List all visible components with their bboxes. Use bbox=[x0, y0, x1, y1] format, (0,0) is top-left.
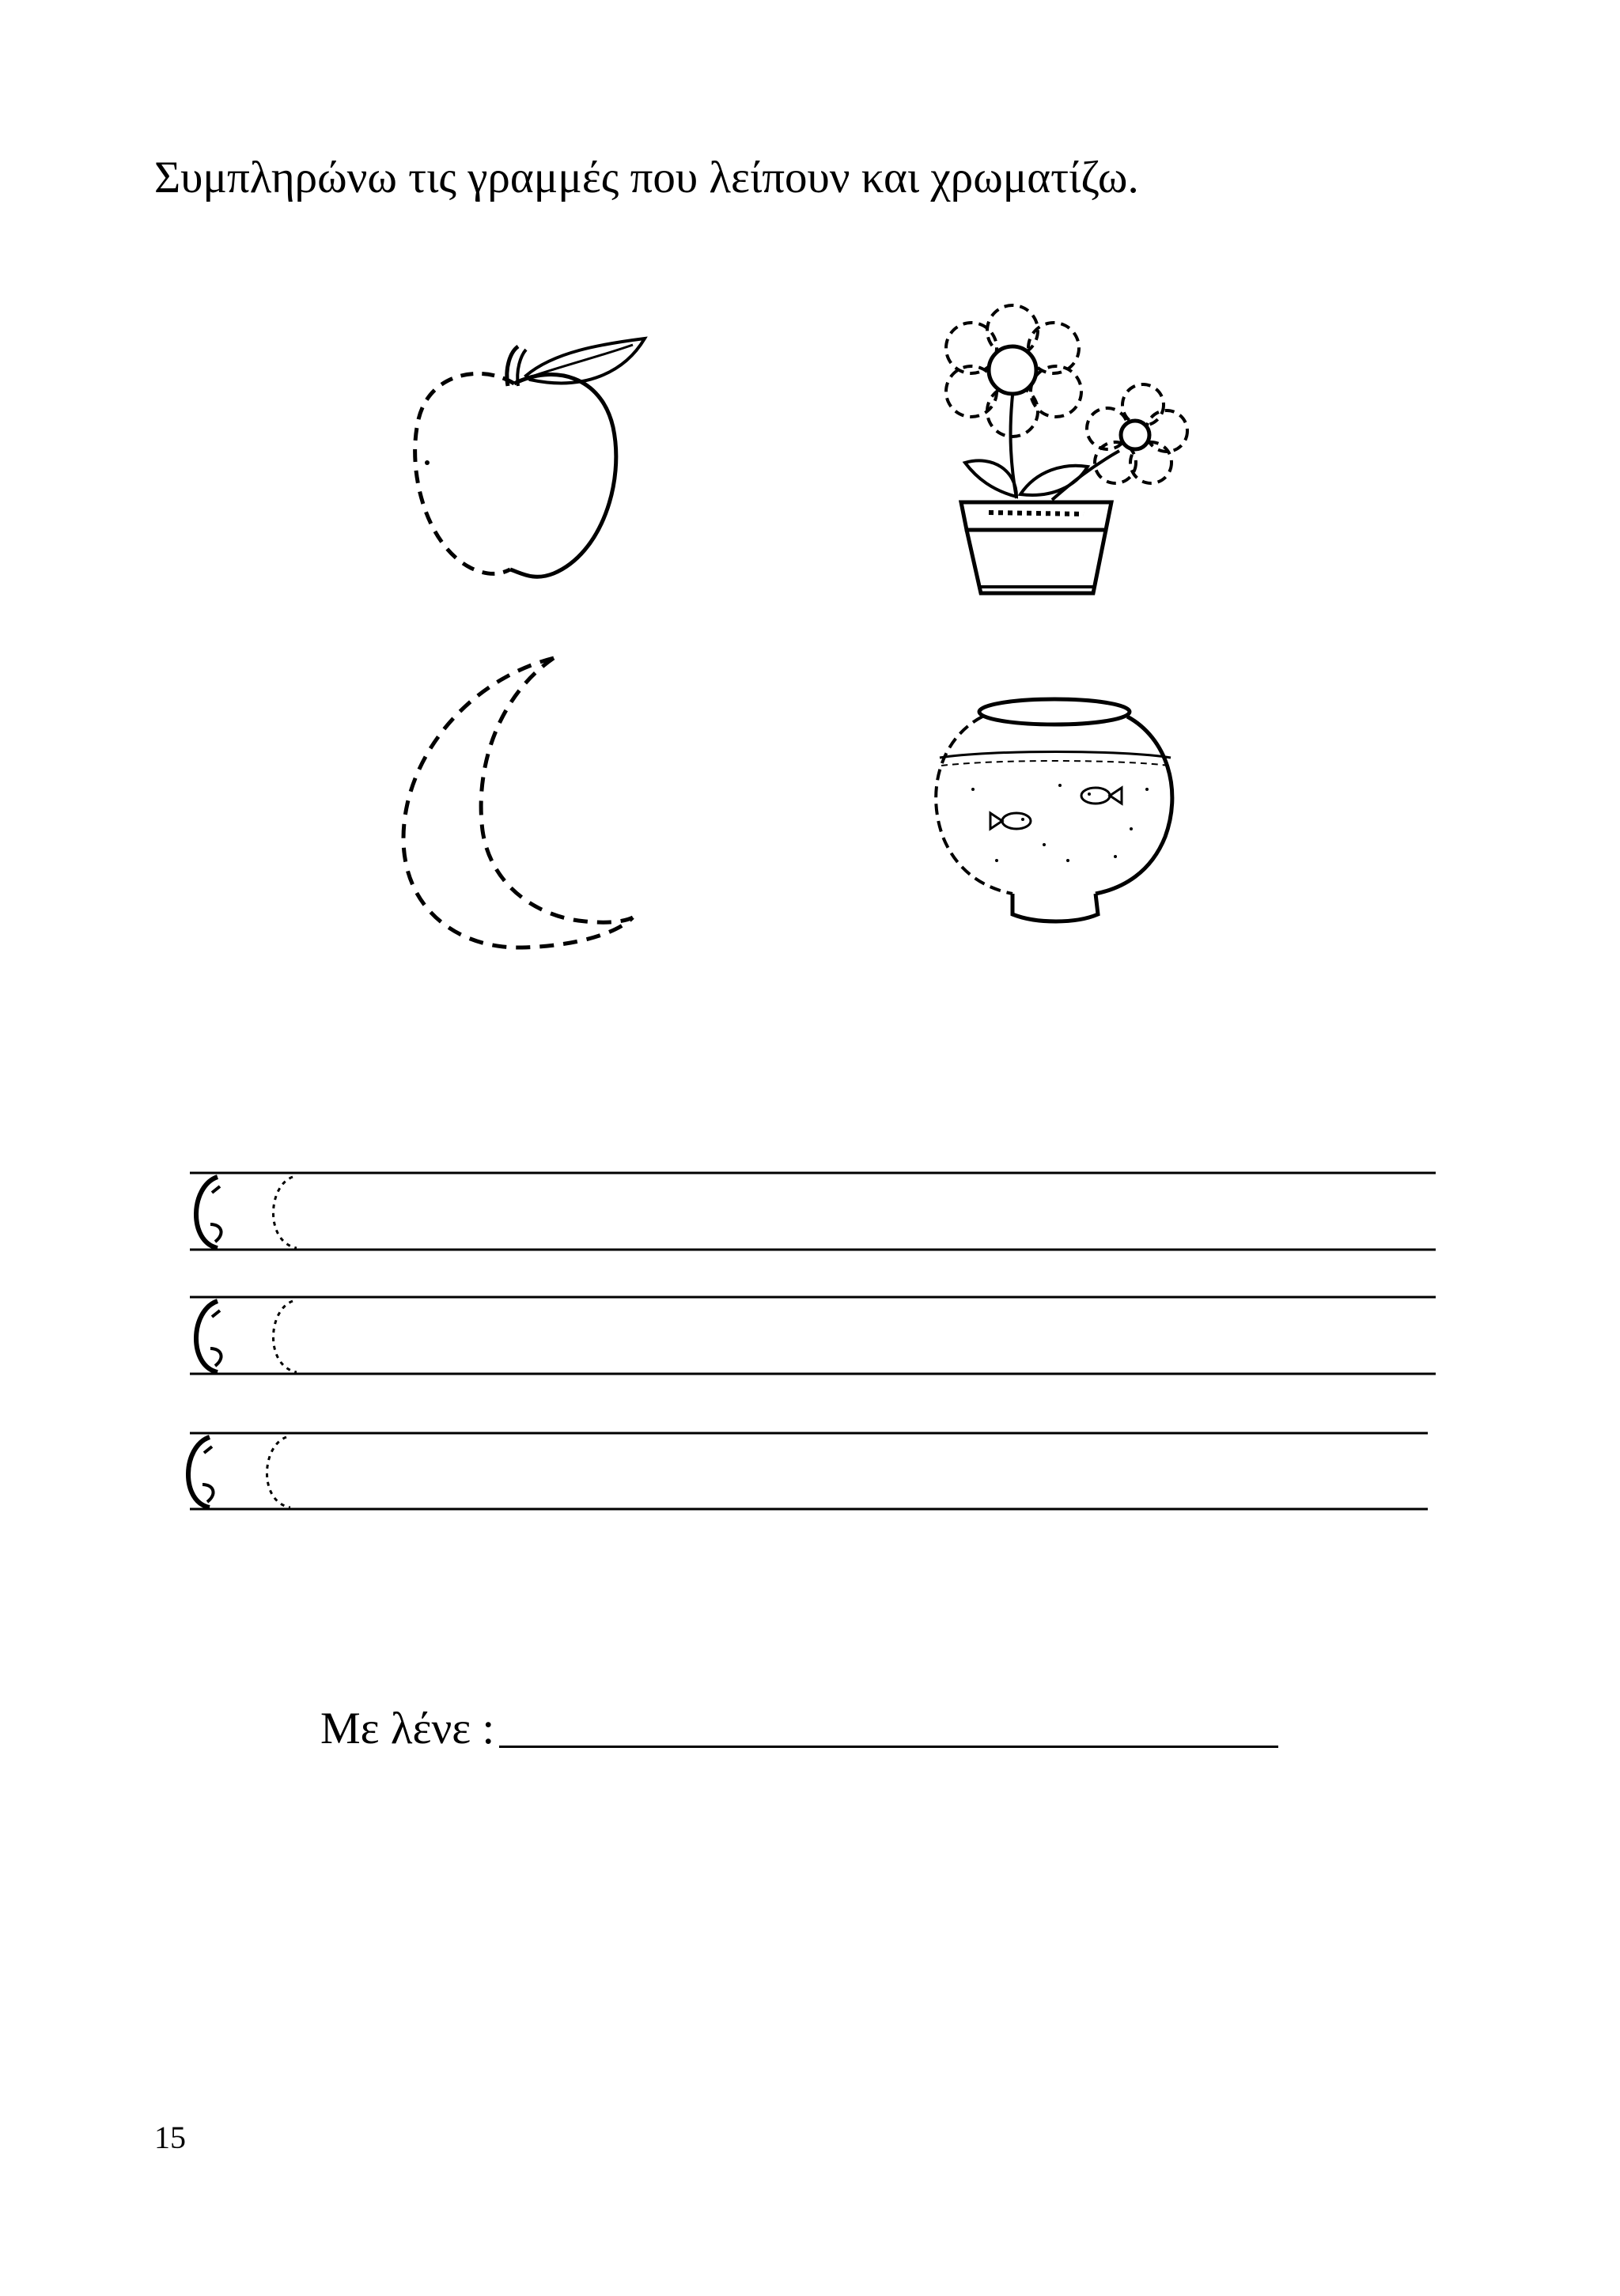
name-field-row bbox=[320, 1704, 1278, 1751]
instruction-text: Συμπληρώνω τις γραμμές που λείπουν και χρωματίζω. bbox=[154, 153, 1139, 202]
name-blank-line[interactable] bbox=[499, 1704, 1278, 1748]
apple-drawing bbox=[372, 316, 657, 593]
page-number: 15 bbox=[154, 2120, 186, 2155]
flower-pot-drawing bbox=[918, 293, 1202, 609]
name-label: Με λένε : bbox=[320, 1704, 495, 1753]
fishbowl-drawing bbox=[925, 694, 1187, 932]
practice-row-3 bbox=[188, 1433, 1428, 1509]
crescent-moon-drawing bbox=[388, 649, 657, 957]
practice-row-1 bbox=[190, 1173, 1436, 1250]
practice-row-2 bbox=[190, 1297, 1436, 1374]
